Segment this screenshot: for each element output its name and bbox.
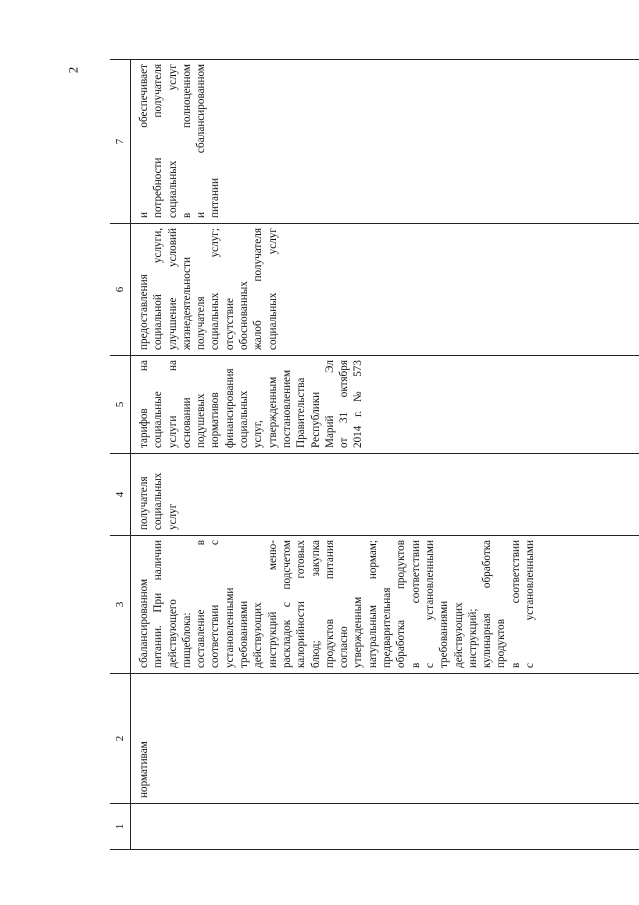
cell-text-line: финансирования [223,368,236,448]
cell-text-line: жалоб получателя [252,228,265,350]
cell-text-line: инструкций; [466,608,479,668]
cell-text-line: получателя [138,476,150,530]
cell-text-line: предоставления [138,274,150,350]
header-col-1: 1 [110,804,131,850]
cell-text-line: и сбалансированном [195,64,208,218]
cell-text-line: обоснованных [238,281,251,350]
header-col-5: 5 [110,356,131,454]
cell-text-line: раскладок с подсчетом [280,540,293,668]
cell-text-line: соответствии с [209,540,222,668]
cell-text-line: составление в [195,540,208,668]
cell-text-line: требованиями [438,600,451,668]
cell-text-line: продуктов [495,618,508,668]
cell-text-line: потребности получателя [152,64,165,218]
cell-text-line: пищеблока: [180,612,193,668]
cell-text-line: инструкций меню- [266,540,279,668]
cell-text-line: социальной услуги, [152,228,165,350]
header-col-7: 7 [110,60,131,224]
cell-text-line: в полноценном [180,64,193,218]
cell-text-line: в соответствии [509,540,522,668]
cell-text-line: согласно [338,626,351,668]
table-row [131,60,639,850]
cell-text-line: продуктов питания [323,540,336,668]
cell-text-line: действующего [166,599,179,668]
cell-text-line: от 31 октября [338,360,351,448]
cell-text-line: нормативов [209,392,222,448]
cell-text-line: подушевых [195,393,208,448]
cell-text-line: блюд; закупка [309,540,322,668]
cell-text-line: и обеспечивает [138,64,150,218]
cell-text-line: нормативам [138,741,150,798]
cell-text-line: Марий Эл [323,360,336,448]
cell-text-line: сбалансированном [138,578,150,668]
cell-col-1 [131,804,639,850]
cell-text-line: с установленными [524,540,537,668]
cell-text-line: утвержденным [266,376,279,448]
cell-text-line: тарифов на [138,360,150,448]
cell-col-7 [131,60,639,224]
cell-text-line: Республики [309,391,322,448]
cell-text-line: социальных [152,472,165,530]
rotated-table-container [110,60,639,850]
cell-text-line: услуг, [252,420,265,448]
cell-text-line: жизнедеятельности [180,257,193,350]
cell-text-line: услуг [166,503,179,530]
cell-text-line: с установленными [423,540,436,668]
cell-col-3 [131,536,639,674]
cell-text-line: в соответствии [409,540,422,668]
header-col-4: 4 [110,454,131,536]
cell-text-line: утвержденным [352,596,365,668]
cell-text-line: натуральным нормам; [366,540,379,668]
cell-text-line: социальных услуг; [209,228,222,350]
cell-text-line: питании. При наличии [152,540,165,668]
cell-text-line: Правительства [295,377,308,448]
cell-text-line: социальных услуг [266,228,279,350]
cell-text-line: отсутствие [223,298,236,350]
cell-text-line: социальные [152,391,165,448]
cell-text-line: услуги на [166,360,179,448]
header-col-2: 2 [110,674,131,804]
page-number: 2 [65,66,81,74]
cell-col-4 [131,454,639,536]
cell-col-2 [131,674,639,804]
cell-text-line: предварительная [381,587,394,668]
cell-text-line: действующих [252,602,265,668]
services-table [110,59,639,850]
cell-col-6 [131,224,639,356]
cell-text-line: 2014 г. № 573 [352,360,365,448]
cell-text-line: требованиями [238,600,251,668]
header-col-3: 3 [110,536,131,674]
cell-text-line: получателя [195,296,208,350]
cell-text-line: питании [209,178,222,218]
cell-text-line: кулинарная обработка [481,540,494,668]
cell-text-line: установленными [223,587,236,668]
cell-text-line: основании [180,397,193,448]
cell-text-line: социальных [238,390,251,448]
cell-text-line: калорийности готовых [295,540,308,668]
cell-text-line: социальных услуг [166,64,179,218]
cell-text-line: улучшение условий [166,228,179,350]
cell-text-line: постановлением [280,369,293,448]
header-row [110,60,131,850]
header-col-6: 6 [110,224,131,356]
cell-col-5 [131,356,639,454]
cell-text-line: действующих [452,602,465,668]
cell-text-line: обработка продуктов [395,540,408,668]
